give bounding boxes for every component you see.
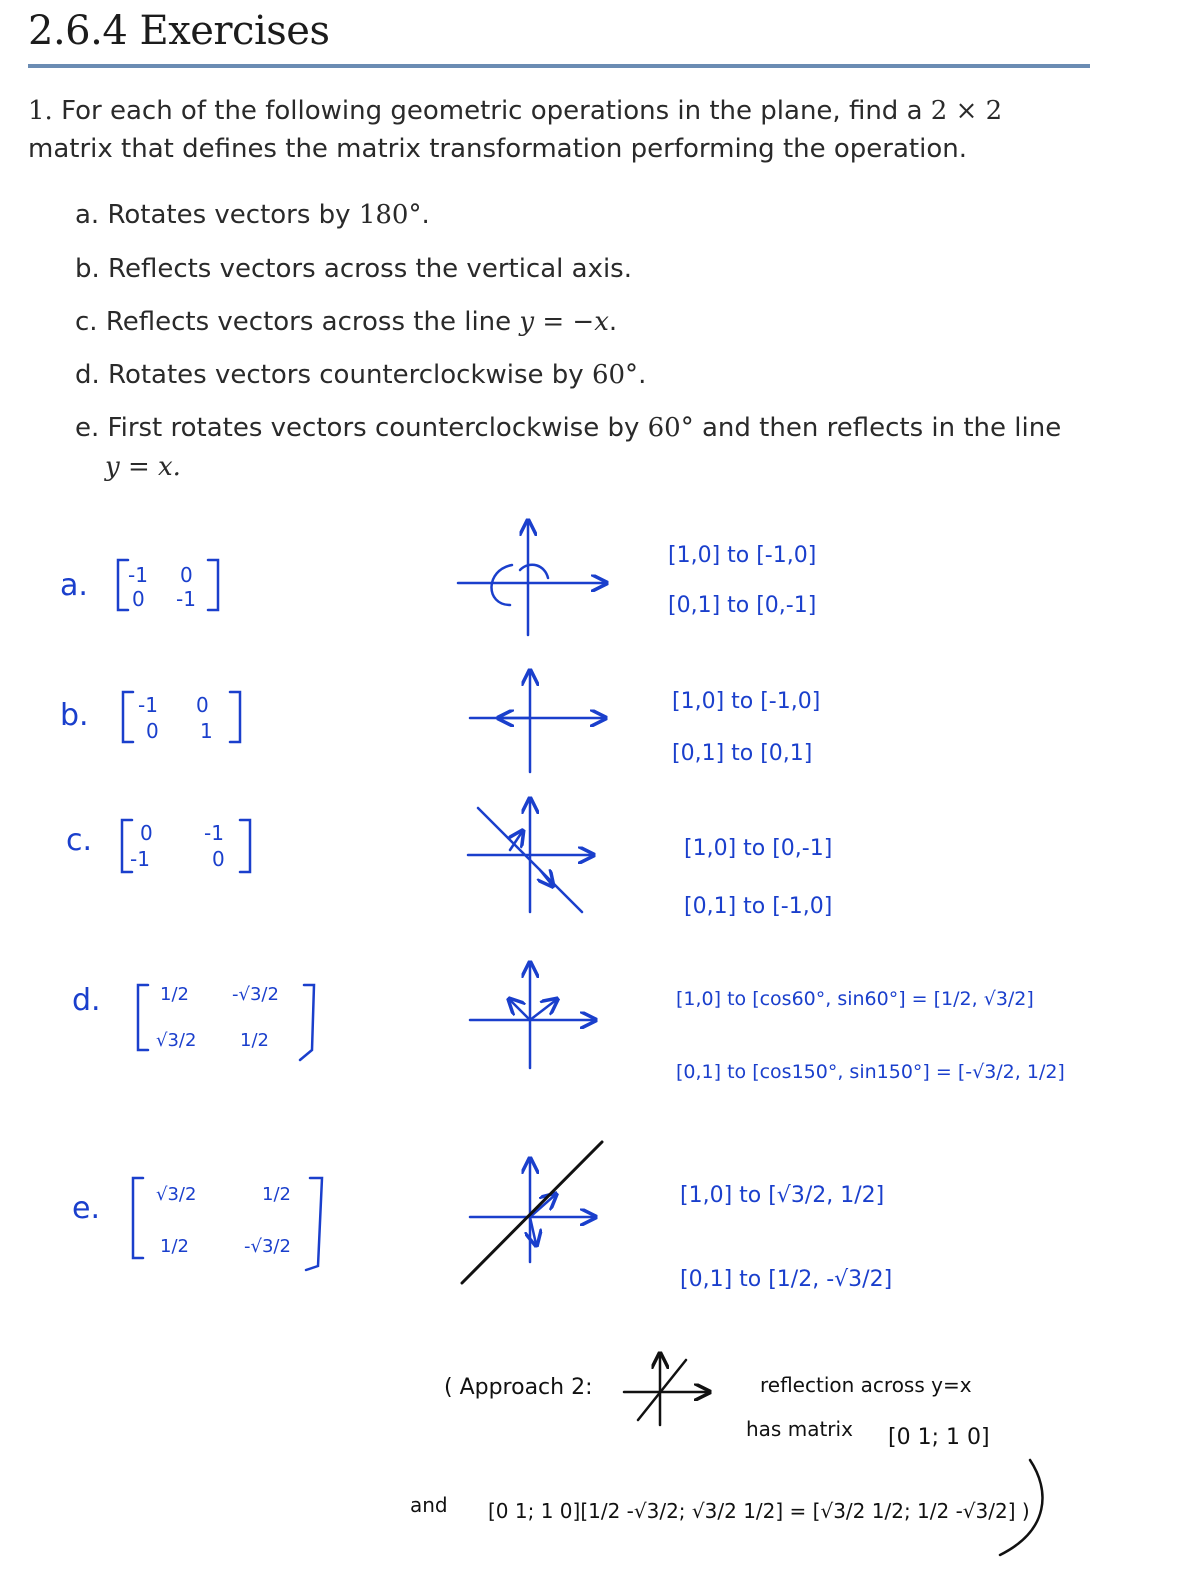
part-d-math: 60° (591, 360, 639, 390)
part-b-text: Reflects vectors across the vertical axis. (108, 254, 632, 284)
axes-c-arrow2 (540, 870, 552, 885)
approach-matrix: [0 1; 1 0] (888, 1425, 990, 1450)
answer-d-map2: [0,1] to [cos150°, sin150°] = [-√3/2, 1/2] (676, 1061, 1065, 1083)
problem-number: 1. (28, 96, 53, 126)
answer-b-bracket-left (123, 692, 133, 742)
answer-b-m22: 1 (200, 719, 213, 743)
approach-intro: ( Approach 2: (444, 1375, 593, 1400)
answer-d-map1: [1,0] to [cos60°, sin60°] = [1/2, √3/2] (676, 988, 1034, 1010)
problem-text-b: matrix that defines the matrix transformation performing the operation. (28, 134, 967, 164)
answer-a-label: a. (60, 568, 88, 603)
approach-line (638, 1360, 686, 1420)
part-a-text: Rotates vectors by (107, 200, 359, 230)
answer-a-map1: [1,0] to [-1,0] (668, 543, 817, 568)
part-b-label: b. (75, 254, 100, 284)
answer-d-m21: √3/2 (156, 1030, 197, 1051)
answer-a-m22: -1 (176, 587, 196, 611)
answer-c-m22: 0 (212, 847, 225, 871)
axes-a-arc2 (520, 565, 548, 578)
answer-d-m11: 1/2 (160, 984, 189, 1005)
answer-a (60, 522, 816, 635)
answer-b-map1: [1,0] to [-1,0] (672, 689, 821, 714)
part-a-math: 180° (358, 200, 422, 230)
problem-dims: 2 × 2 (930, 96, 1003, 126)
answer-e-map1: [1,0] to [√3/2, 1/2] (680, 1183, 885, 1208)
answer-a-m21: 0 (132, 587, 145, 611)
approach-and: and (410, 1493, 448, 1517)
part-e-line2: y = x. (105, 452, 181, 482)
answer-d (72, 964, 1065, 1083)
part-c-label: c. (75, 307, 98, 337)
answer-d-bracket-left (138, 985, 148, 1050)
axes-d-rot1 (510, 1000, 530, 1020)
part-a-tail: . (421, 200, 430, 230)
part-c-math: y = −x (519, 307, 609, 337)
part-a-label: a. (75, 200, 100, 230)
part-d-tail: . (638, 360, 647, 390)
section-title: 2.6.4 Exercises (28, 8, 330, 54)
answer-b-label: b. (60, 698, 89, 733)
answer-c-map2: [0,1] to [-1,0] (684, 894, 833, 919)
problem-text-a: For each of the following geometric operations in the plane, find a (61, 96, 931, 126)
part-e-tail: and then reflects in the line (693, 413, 1062, 443)
part-d-text: Rotates vectors counterclockwise by (108, 360, 592, 390)
axes-d-rot2 (530, 1000, 556, 1020)
answer-e-m11: √3/2 (156, 1184, 197, 1205)
part-d-label: d. (75, 360, 100, 390)
approach-note2: has matrix (746, 1417, 853, 1441)
answer-e-m21: 1/2 (160, 1236, 189, 1257)
answer-d-m22: 1/2 (240, 1030, 269, 1051)
answer-c-map1: [1,0] to [0,-1] (684, 836, 833, 861)
answer-b-map2: [0,1] to [0,1] (672, 741, 813, 766)
part-e-math: 60° (647, 413, 694, 443)
part-c-tail: . (608, 307, 618, 337)
answer-a-bracket-left (118, 560, 128, 610)
answer-c-m21: -1 (130, 847, 150, 871)
part-c-text: Reflects vectors across the line (105, 307, 520, 337)
answer-c-bracket-right (240, 820, 250, 872)
answer-e-m22: -√3/2 (244, 1236, 291, 1257)
answer-a-bracket-right (208, 560, 218, 610)
answer-c-label: c. (66, 823, 93, 858)
axes-e-line-yx (462, 1142, 602, 1283)
answer-e-bracket-left (133, 1178, 143, 1258)
answer-b-m21: 0 (146, 719, 159, 743)
answer-e-map2: [0,1] to [1/2, -√3/2] (680, 1267, 893, 1292)
answer-a-m12: 0 (180, 563, 193, 587)
answer-b-bracket-right (230, 692, 240, 742)
axes-a-arc (491, 565, 512, 605)
answer-a-map2: [0,1] to [0,-1] (668, 593, 817, 618)
approach-note1: reflection across y=x (760, 1373, 972, 1397)
answer-e-bracket-right (306, 1178, 322, 1270)
answer-b-m11: -1 (138, 693, 158, 717)
answer-c-m12: -1 (204, 821, 224, 845)
answer-d-m12: -√3/2 (232, 984, 279, 1005)
part-e-label: e. (75, 413, 100, 443)
answer-d-label: d. (72, 983, 101, 1018)
approach-2 (410, 1355, 1042, 1555)
answer-e-label: e. (72, 1191, 100, 1226)
answer-b (60, 672, 820, 772)
answer-c (66, 800, 832, 919)
answer-b-m12: 0 (196, 693, 209, 717)
axes-e-rot (530, 1195, 555, 1217)
answer-e-m12: 1/2 (262, 1184, 291, 1205)
answer-a-m11: -1 (128, 563, 148, 587)
answer-e (72, 1142, 892, 1292)
approach-product: [0 1; 1 0][1/2 -√3/2; √3/2 1/2] = [√3/2 1/2; 1/2 -√3/2] ) (488, 1499, 1030, 1523)
part-e-text: First rotates vectors counterclockwise by (107, 413, 648, 443)
answer-c-m11: 0 (140, 821, 153, 845)
answer-d-bracket-right (300, 985, 314, 1060)
